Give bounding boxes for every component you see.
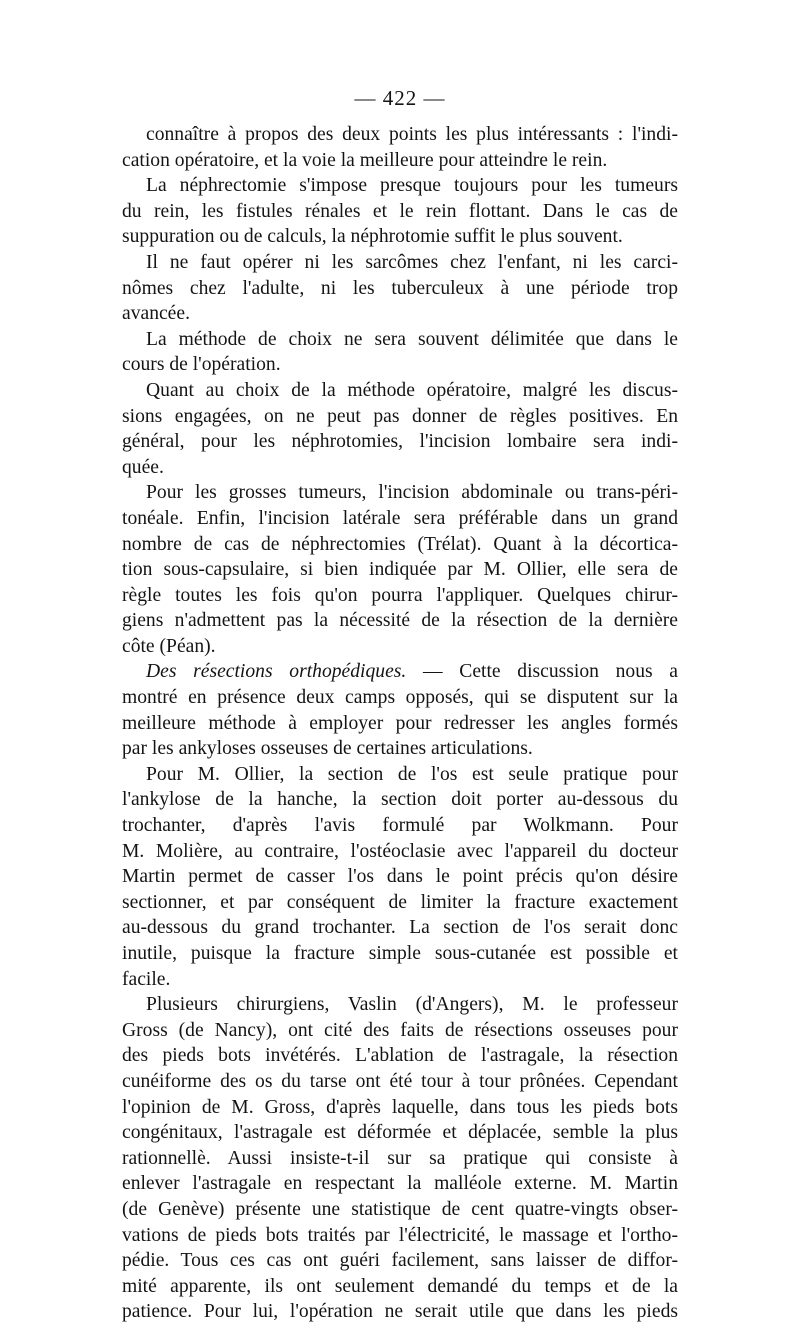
paragraph — [122, 122, 678, 173]
text-line: La néphrectomie s'impose presque toujours pour les tumeurs — [146, 175, 678, 197]
paragraph — [122, 327, 678, 378]
body-text — [122, 122, 678, 1325]
text-line: pédie. Tous ces cas ont guéri facilement, sans laisser de diffor- — [122, 1250, 678, 1272]
text-line: par les ankyloses osseuses de certaines articulations. — [122, 738, 533, 760]
page-number: — 422 — — [354, 86, 446, 110]
text-line: facile. — [122, 968, 171, 990]
text-line: quée. — [122, 456, 164, 478]
text-line: Plusieurs chirurgiens, Vaslin (d'Angers), M. le professeur — [146, 994, 678, 1016]
text-line: trochanter, d'après l'avis formulé par Wolkmann. Pour — [122, 815, 678, 837]
text-line: connaître à propos des deux points les plus intéressants : l'indi- — [146, 124, 678, 145]
text-line: nombre de cas de néphrectomies (Trélat). Quant à la décortica- — [122, 533, 678, 555]
paragraph — [122, 250, 678, 327]
section-heading: Des résections orthopédiques. — [146, 661, 407, 683]
paragraph — [122, 378, 678, 480]
text-line: suppuration ou de calculs, la néphrotomie suffit le plus souvent. — [122, 226, 623, 248]
text-line: nômes chez l'adulte, ni les tuberculeux à une période trop — [122, 277, 678, 299]
text-line: du rein, les fistules rénales et le rein flottant. Dans le cas de — [122, 200, 678, 222]
text-line: sions engagées, on ne peut pas donner de règles positives. En — [122, 405, 678, 427]
text-line: congénitaux, l'astragale est déformée et déplacée, semble la plus — [122, 1122, 678, 1144]
paragraph — [122, 992, 678, 1325]
text-line: des pieds bots invétérés. L'ablation de l'astragale, la résection — [122, 1045, 678, 1067]
text-line: l'ankylose de la hanche, la section doit porter au-dessous du — [122, 789, 678, 811]
text-line: cours de l'opération. — [122, 354, 281, 376]
text-line: M. Molière, au contraire, l'ostéoclasie avec l'appareil du docteur — [122, 840, 678, 862]
text-line: tion sous-capsulaire, si bien indiquée par M. Ollier, elle sera de — [122, 559, 678, 581]
text-line: giens n'admettent pas la nécessité de la résection de la dernière — [122, 610, 678, 632]
text-line: montré en présence deux camps opposés, qui se disputent sur la — [122, 687, 678, 709]
text-line: au-dessous du grand trochanter. La section de l'os serait donc — [122, 917, 678, 939]
text-line: inutile, puisque la fracture simple sous-cutanée est possible et — [122, 943, 678, 964]
text-line: La méthode de choix ne sera souvent délimitée que dans le — [146, 328, 678, 350]
text-line: tonéale. Enfin, l'incision latérale sera préférable dans un grand — [122, 507, 678, 529]
text-line: cunéiforme des os du tarse ont été tour à tour prônées. Cependant — [122, 1070, 678, 1092]
text-line: général, pour les néphrotomies, l'incision lombaire sera indi- — [122, 431, 678, 453]
text-line: Gross (de Nancy), ont cité des faits de résections osseuses pour — [122, 1019, 678, 1041]
text-line: avancée. — [122, 303, 190, 325]
text-line: enlever l'astragale en respectant la malléole externe. M. Martin — [122, 1173, 678, 1195]
text-line: Pour M. Ollier, la section de l'os est seule pratique pour — [146, 763, 678, 785]
text-line: sectionner, et par conséquent de limiter la fracture exactement — [122, 891, 678, 913]
text-line: (de Genève) présente une statistique de cent quatre-vingts obser- — [122, 1198, 678, 1220]
paragraph — [122, 659, 678, 761]
text-line: meilleure méthode à employer pour redresser les angles formés — [122, 712, 678, 734]
text-line: Pour les grosses tumeurs, l'incision abdominale ou trans-péri- — [146, 482, 678, 504]
paragraph — [122, 762, 678, 992]
text-line: vations de pieds bots traités par l'électricité, le massage et l'ortho- — [122, 1224, 678, 1246]
text-line: Quant au choix de la méthode opératoire, malgré les discus- — [146, 379, 678, 401]
text-line: cation opératoire, et la voie la meilleure pour atteindre le rein. — [122, 149, 608, 171]
paragraph — [122, 173, 678, 250]
text-line: rationnellè. Aussi insiste-t-il sur sa pratique qui consiste à — [122, 1147, 678, 1169]
text-line: côte (Péan). — [122, 635, 216, 657]
text-line: règle toutes les fois qu'on pourra l'appliquer. Quelques chirur- — [122, 584, 678, 606]
text-line: l'opinion de M. Gross, d'après laquelle, dans tous les pieds bots — [122, 1096, 678, 1118]
text-line-rest: — Cette discussion nous a — [406, 661, 678, 683]
text-line: Il ne faut opérer ni les sarcômes chez l'enfant, ni les carci- — [146, 251, 678, 273]
text-line: patience. Pour lui, l'opération ne serait utile que dans les pieds — [122, 1301, 678, 1323]
text-line: Martin permet de casser l'os dans le point précis qu'on désire — [122, 866, 678, 888]
text-line: mité apparente, ils ont seulement demandé du temps et de la — [122, 1275, 678, 1297]
paragraph — [122, 480, 678, 659]
text-line — [122, 659, 678, 685]
